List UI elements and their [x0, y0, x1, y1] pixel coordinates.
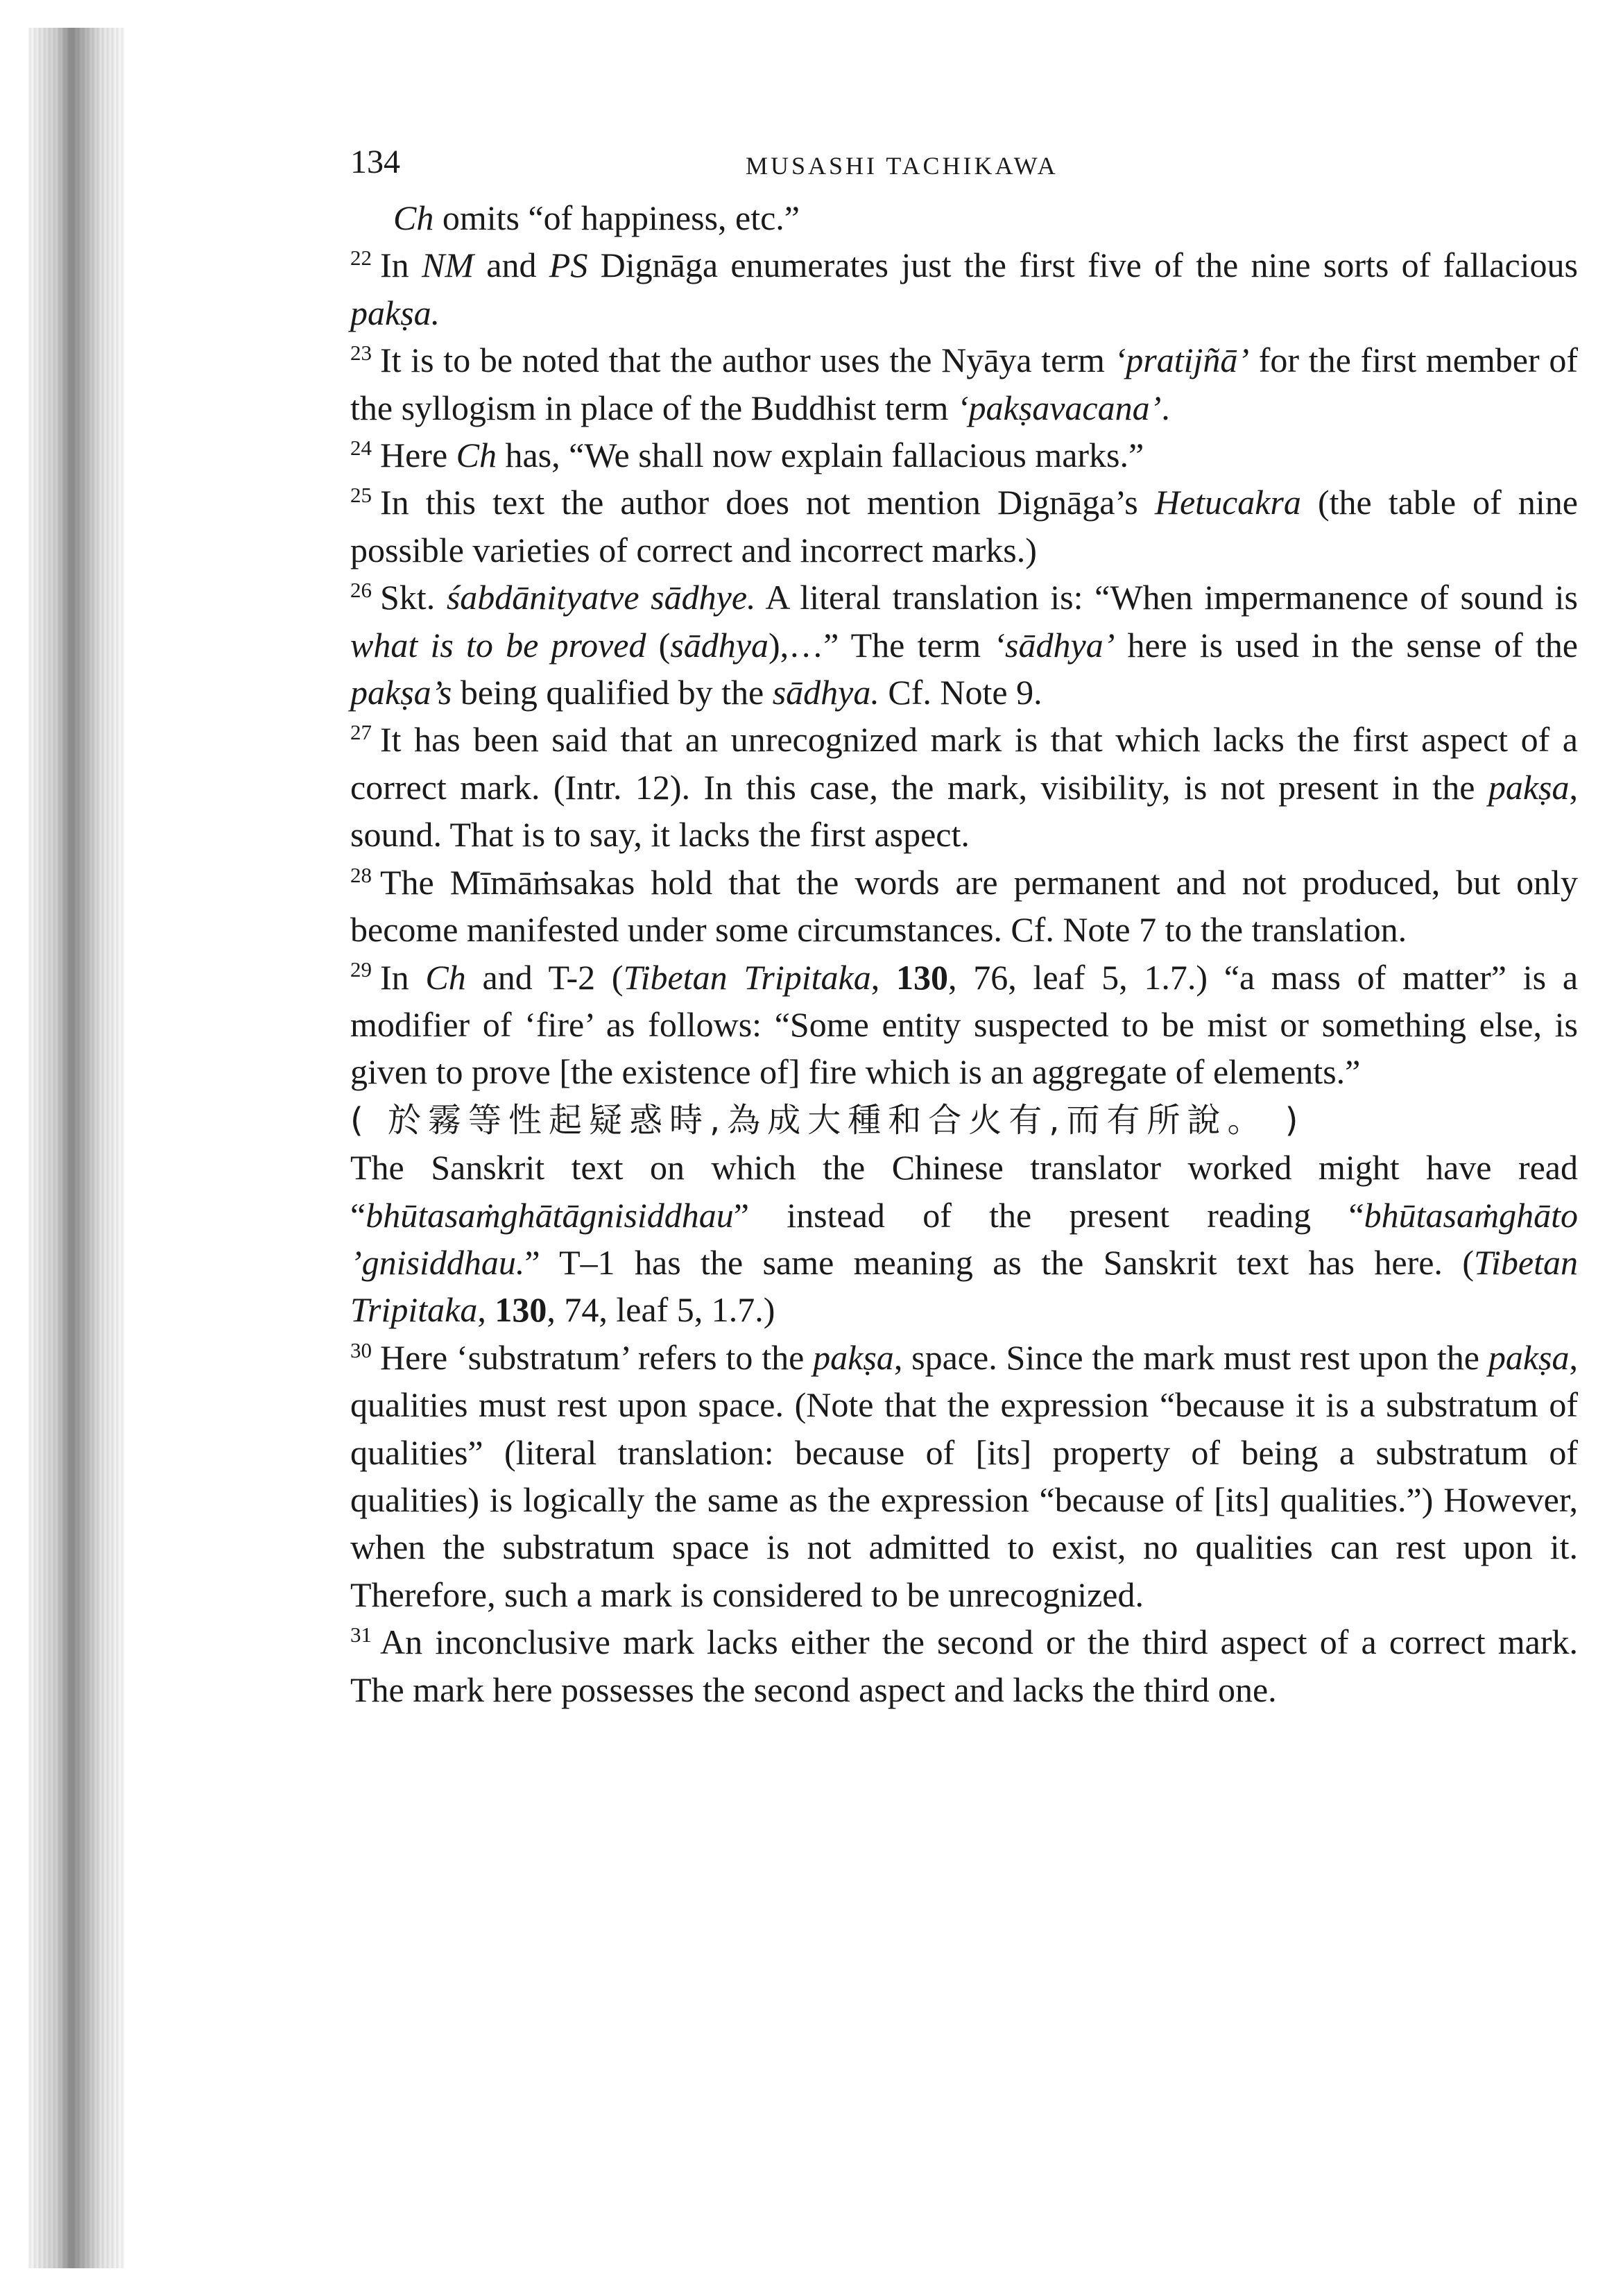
- running-head: MUSASHI TACHIKAWA: [746, 152, 1058, 180]
- footnote-number: 31: [350, 1622, 372, 1647]
- footnote-number: 30: [350, 1337, 372, 1362]
- footnote-number: 26: [350, 578, 372, 603]
- footnote-text: Here Ch has, “We shall now explain fallacious marks.”: [380, 436, 1144, 475]
- footnote-text: The Mīmāṁsakas hold that the words are permanent and not produced, but only become manifested under some circumstances. Cf. Note 7 to the translation.: [350, 862, 1578, 950]
- footnote: [350, 194, 1578, 241]
- footnote-text: In Ch and T-2 (Tibetan Tripitaka, 130, 76, leaf 5, 1.7.) “a mass of matter” is a modifier of ‘fire’ as follows: “Some entity suspected to be mist or something else, is given to prove [the existence of] fire which is an aggregate of elements.”: [350, 957, 1579, 1092]
- footnote: [350, 954, 1578, 1096]
- footnote-text: Here ‘substratum’ refers to the pakṣa, space. Since the mark must rest upon the pakṣa, qualities must rest upon space. (Note that the expression “because it is a substratum of qualities” (literal translation: because of [its] property of being a substratum of qualities) is logically the same as the expression “because of [its] qualities.”) However, when the substratum space is not admitted to exist, no qualities can rest upon it. Therefore, such a mark is considered to be unrecognized.: [350, 1337, 1578, 1614]
- footnote-number: 22: [350, 246, 372, 271]
- footnote-number: 25: [350, 483, 372, 508]
- footnote: [350, 241, 1578, 336]
- footnote-text: Ch omits “of happiness, etc.”: [393, 198, 800, 237]
- footnote-text: The Sanskrit text on which the Chinese translator worked might have read “bhūtasaṁghātāgnisiddhau” instead of the present reading “bhūtasaṁghāto ’gnisiddhau.” T–1 has the same meaning as the Sanskrit text has here. (Tibetan Tripitaka, 130, 74, leaf 5, 1.7.): [350, 1148, 1578, 1330]
- page-number: 134: [350, 144, 400, 180]
- footnote-number: 29: [350, 957, 372, 982]
- footnote-text: It is to be noted that the author uses the Nyāya term ‘pratijñā’ for the first member of the syllogism in place of the Buddhist term ‘pakṣavacana’.: [350, 341, 1578, 427]
- footnote-text: In NM and PS Dignāga enumerates just the first five of the nine sorts of fallacious pakṣa.: [350, 246, 1579, 332]
- footnote-text: In this text the author does not mention Dignāga’s Hetucakra (the table of nine possible varieties of correct and incorrect marks.): [350, 483, 1578, 569]
- footnotes-list: [350, 194, 1578, 1713]
- footnote: [350, 1144, 1578, 1334]
- footnote: [350, 1618, 1578, 1713]
- footnote: [350, 716, 1578, 858]
- footnote-text: An inconclusive mark lacks either the second or the third aspect of a correct mark. The mark here possesses the second aspect and lacks the third one.: [350, 1622, 1578, 1709]
- footnote-number: 24: [350, 435, 372, 460]
- footnote: [350, 336, 1578, 431]
- footnote-text: Skt. śabdānityatve sādhye. A literal translation is: “When impermanence of sound is what is to be proved (sādhya),…” The term ‘sādhya’ here is used in the sense of the pakṣa’s being qualified by the sādhya. Cf. Note 9.: [350, 578, 1578, 712]
- footnote-text: ( 於霧等性起疑惑時,為成大種和合火有,而有所說。 ): [350, 1100, 1305, 1140]
- footnote: [350, 859, 1578, 954]
- footnote-number: 27: [350, 720, 372, 745]
- footnote: [350, 1096, 1578, 1144]
- page-header: [350, 132, 1578, 194]
- footnote: [350, 574, 1578, 716]
- book-page: [350, 132, 1578, 1713]
- footnote: [350, 1334, 1578, 1618]
- footnote-number: 28: [350, 862, 372, 887]
- footnote: [350, 431, 1578, 479]
- footnote-number: 23: [350, 341, 372, 366]
- footnote: [350, 479, 1578, 574]
- footnote-text: It has been said that an unrecognized mark is that which lacks the first aspect of a correct mark. (Intr. 12). In this case, the mark, visibility, is not present in the pakṣa, sound. That is to say, it lacks the first aspect.: [350, 720, 1578, 855]
- book-binding-shadow: [28, 28, 125, 2268]
